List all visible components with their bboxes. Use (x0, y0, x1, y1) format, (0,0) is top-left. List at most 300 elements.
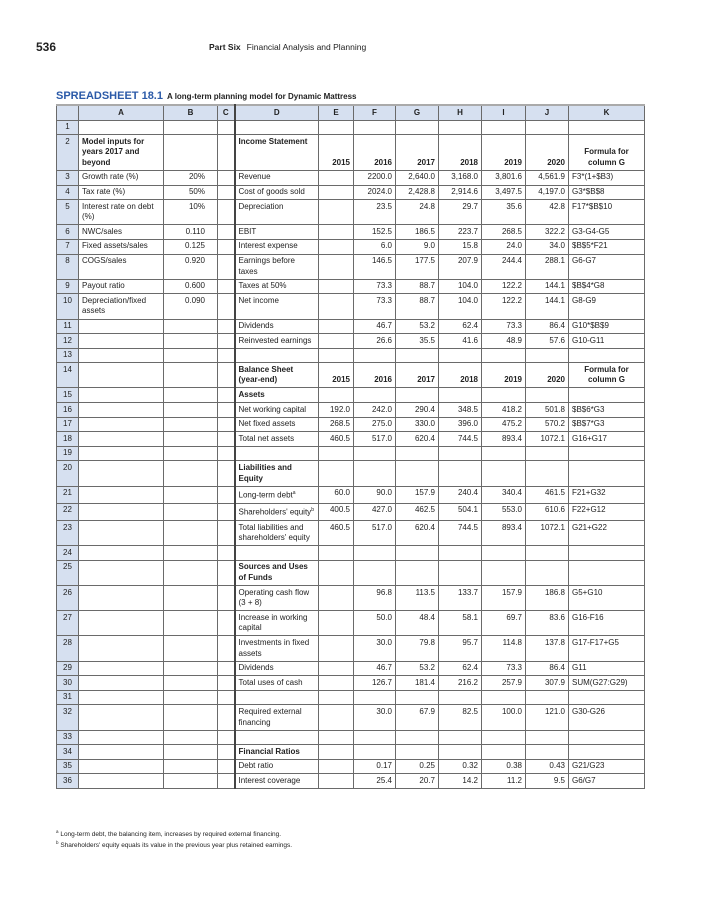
cell-e[interactable] (319, 348, 354, 363)
cell-c[interactable] (218, 334, 235, 349)
cell-i[interactable]: 244.4 (482, 254, 526, 279)
cell-f[interactable] (354, 348, 396, 363)
cell-c[interactable] (218, 774, 235, 789)
row-number[interactable]: 7 (57, 239, 79, 254)
cell-g[interactable]: 67.9 (396, 705, 439, 730)
cell-i[interactable]: 475.2 (482, 417, 526, 432)
cell-a[interactable]: Interest rate on debt (%) (79, 200, 164, 225)
cell-b[interactable]: 0.600 (164, 279, 218, 294)
cell-f[interactable] (354, 120, 396, 135)
cell-g[interactable] (396, 745, 439, 760)
cell-b[interactable]: 0.090 (164, 294, 218, 319)
cell-c[interactable] (218, 690, 235, 705)
cell-d[interactable]: Income Statement (235, 135, 319, 171)
cell-k-formula[interactable]: G21+G22 (569, 521, 645, 546)
cell-j[interactable]: 137.8 (526, 636, 569, 661)
cell-k-formula[interactable] (569, 546, 645, 561)
cell-a[interactable] (79, 730, 164, 745)
cell-g[interactable]: 2,428.8 (396, 185, 439, 200)
cell-e[interactable] (319, 254, 354, 279)
row-number[interactable]: 28 (57, 636, 79, 661)
row-number[interactable]: 16 (57, 403, 79, 418)
cell-h[interactable]: 504.1 (439, 503, 482, 520)
cell-k-formula[interactable]: $B$7*G3 (569, 417, 645, 432)
row-number[interactable]: 10 (57, 294, 79, 319)
cell-h[interactable] (439, 745, 482, 760)
cell-a[interactable]: Fixed assets/sales (79, 239, 164, 254)
cell-e[interactable] (319, 586, 354, 611)
cell-d[interactable]: Depreciation (235, 200, 319, 225)
cell-g[interactable] (396, 348, 439, 363)
cell-b[interactable]: 20% (164, 170, 218, 185)
cell-c[interactable] (218, 254, 235, 279)
cell-f[interactable]: 90.0 (354, 486, 396, 503)
cell-h[interactable]: 133.7 (439, 586, 482, 611)
cell-a[interactable] (79, 560, 164, 585)
row-number[interactable]: 11 (57, 319, 79, 334)
cell-c[interactable] (218, 185, 235, 200)
column-header-h[interactable]: H (439, 105, 482, 120)
cell-f[interactable]: 517.0 (354, 432, 396, 447)
cell-g[interactable]: 290.4 (396, 403, 439, 418)
cell-f[interactable]: 73.3 (354, 294, 396, 319)
cell-f[interactable]: 25.4 (354, 774, 396, 789)
cell-g[interactable]: 35.5 (396, 334, 439, 349)
cell-b[interactable] (164, 774, 218, 789)
cell-g[interactable] (396, 461, 439, 486)
cell-i[interactable] (482, 348, 526, 363)
cell-b[interactable] (164, 363, 218, 388)
cell-a[interactable]: Model inputs for years 2017 and beyond (79, 135, 164, 171)
cell-i[interactable]: 340.4 (482, 486, 526, 503)
column-header-f[interactable]: F (354, 105, 396, 120)
cell-i[interactable] (482, 560, 526, 585)
cell-h[interactable] (439, 348, 482, 363)
cell-f[interactable]: 46.7 (354, 661, 396, 676)
cell-e[interactable] (319, 319, 354, 334)
cell-g[interactable]: 462.5 (396, 503, 439, 520)
cell-e[interactable] (319, 120, 354, 135)
cell-b[interactable] (164, 388, 218, 403)
cell-j[interactable] (526, 745, 569, 760)
row-number[interactable]: 14 (57, 363, 79, 388)
cell-a[interactable]: COGS/sales (79, 254, 164, 279)
cell-i[interactable]: 2019 (482, 363, 526, 388)
cell-c[interactable] (218, 759, 235, 774)
cell-e[interactable] (319, 546, 354, 561)
cell-b[interactable] (164, 120, 218, 135)
cell-e[interactable] (319, 676, 354, 691)
cell-j[interactable]: 4,197.0 (526, 185, 569, 200)
cell-a[interactable] (79, 334, 164, 349)
row-number[interactable]: 21 (57, 486, 79, 503)
cell-k-formula[interactable] (569, 560, 645, 585)
cell-i[interactable]: 100.0 (482, 705, 526, 730)
cell-e[interactable] (319, 239, 354, 254)
row-number[interactable]: 20 (57, 461, 79, 486)
cell-a[interactable] (79, 705, 164, 730)
cell-a[interactable] (79, 120, 164, 135)
row-number[interactable]: 23 (57, 521, 79, 546)
cell-b[interactable] (164, 403, 218, 418)
cell-e[interactable] (319, 774, 354, 789)
cell-g[interactable]: 79.8 (396, 636, 439, 661)
cell-g[interactable]: 181.4 (396, 676, 439, 691)
row-number[interactable]: 29 (57, 661, 79, 676)
cell-d[interactable] (235, 503, 319, 520)
cell-c[interactable] (218, 417, 235, 432)
cell-e[interactable]: 60.0 (319, 486, 354, 503)
cell-k-formula[interactable] (569, 348, 645, 363)
cell-h[interactable]: 14.2 (439, 774, 482, 789)
cell-e[interactable]: 2015 (319, 363, 354, 388)
cell-e[interactable] (319, 560, 354, 585)
row-number[interactable]: 22 (57, 503, 79, 520)
cell-e[interactable] (319, 225, 354, 240)
cell-a[interactable] (79, 676, 164, 691)
cell-b[interactable] (164, 461, 218, 486)
cell-k-formula[interactable]: G3-G4-G5 (569, 225, 645, 240)
cell-k-formula[interactable] (569, 120, 645, 135)
cell-i[interactable]: 2019 (482, 135, 526, 171)
cell-c[interactable] (218, 503, 235, 520)
cell-c[interactable] (218, 432, 235, 447)
cell-a[interactable]: Tax rate (%) (79, 185, 164, 200)
cell-a[interactable] (79, 503, 164, 520)
cell-h[interactable]: 104.0 (439, 279, 482, 294)
cell-j[interactable]: 4,561.9 (526, 170, 569, 185)
cell-b[interactable]: 0.920 (164, 254, 218, 279)
cell-j[interactable] (526, 461, 569, 486)
cell-b[interactable] (164, 690, 218, 705)
cell-k-formula[interactable]: G21/G23 (569, 759, 645, 774)
cell-b[interactable] (164, 319, 218, 334)
cell-f[interactable]: 2024.0 (354, 185, 396, 200)
cell-j[interactable]: 86.4 (526, 319, 569, 334)
column-header-e[interactable]: E (319, 105, 354, 120)
cell-a[interactable] (79, 348, 164, 363)
cell-h[interactable] (439, 388, 482, 403)
cell-e[interactable] (319, 461, 354, 486)
cell-a[interactable] (79, 432, 164, 447)
cell-i[interactable] (482, 388, 526, 403)
cell-i[interactable]: 0.38 (482, 759, 526, 774)
cell-f[interactable]: 73.3 (354, 279, 396, 294)
cell-b[interactable] (164, 446, 218, 461)
cell-b[interactable] (164, 334, 218, 349)
cell-j[interactable] (526, 690, 569, 705)
cell-c[interactable] (218, 676, 235, 691)
cell-k-formula[interactable]: G3*$B$8 (569, 185, 645, 200)
row-number[interactable]: 17 (57, 417, 79, 432)
cell-g[interactable]: 88.7 (396, 294, 439, 319)
cell-k-formula[interactable]: G17-F17+G5 (569, 636, 645, 661)
row-number[interactable]: 9 (57, 279, 79, 294)
column-header-a[interactable]: A (79, 105, 164, 120)
cell-j[interactable]: 1072.1 (526, 521, 569, 546)
cell-c[interactable] (218, 521, 235, 546)
cell-k-formula[interactable] (569, 690, 645, 705)
cell-d[interactable]: EBIT (235, 225, 319, 240)
cell-a[interactable] (79, 363, 164, 388)
row-number[interactable]: 30 (57, 676, 79, 691)
cell-b[interactable] (164, 486, 218, 503)
cell-a[interactable]: Depreciation/fixed assets (79, 294, 164, 319)
cell-g[interactable]: 2017 (396, 363, 439, 388)
cell-e[interactable] (319, 705, 354, 730)
cell-e[interactable] (319, 611, 354, 636)
cell-e[interactable] (319, 170, 354, 185)
cell-a[interactable]: NWC/sales (79, 225, 164, 240)
cell-j[interactable]: 121.0 (526, 705, 569, 730)
cell-d[interactable]: Increase in working capital (235, 611, 319, 636)
cell-c[interactable] (218, 279, 235, 294)
cell-d[interactable]: Net working capital (235, 403, 319, 418)
row-number[interactable]: 8 (57, 254, 79, 279)
cell-b[interactable] (164, 730, 218, 745)
cell-j[interactable]: 0.43 (526, 759, 569, 774)
cell-h[interactable]: 223.7 (439, 225, 482, 240)
cell-j[interactable]: 307.9 (526, 676, 569, 691)
cell-d[interactable]: Operating cash flow (3 + 8) (235, 586, 319, 611)
cell-c[interactable] (218, 348, 235, 363)
cell-b[interactable] (164, 611, 218, 636)
cell-c[interactable] (218, 200, 235, 225)
cell-b[interactable] (164, 759, 218, 774)
cell-k-formula[interactable]: SUM(G27:G29) (569, 676, 645, 691)
cell-c[interactable] (218, 611, 235, 636)
cell-h[interactable]: 0.32 (439, 759, 482, 774)
cell-d[interactable] (235, 446, 319, 461)
cell-d[interactable]: Taxes at 50% (235, 279, 319, 294)
cell-g[interactable]: 620.4 (396, 432, 439, 447)
cell-f[interactable]: 30.0 (354, 705, 396, 730)
cell-g[interactable]: 620.4 (396, 521, 439, 546)
cell-d[interactable] (235, 546, 319, 561)
cell-d[interactable]: Revenue (235, 170, 319, 185)
cell-i[interactable]: 24.0 (482, 239, 526, 254)
cell-j[interactable] (526, 730, 569, 745)
cell-i[interactable]: 11.2 (482, 774, 526, 789)
cell-j[interactable]: 86.4 (526, 661, 569, 676)
row-number[interactable]: 2 (57, 135, 79, 171)
cell-k-formula[interactable]: G10*$B$9 (569, 319, 645, 334)
cell-e[interactable]: 192.0 (319, 403, 354, 418)
row-number[interactable]: 6 (57, 225, 79, 240)
row-number[interactable]: 4 (57, 185, 79, 200)
cell-f[interactable]: 152.5 (354, 225, 396, 240)
cell-c[interactable] (218, 636, 235, 661)
cell-k-formula[interactable] (569, 461, 645, 486)
cell-f[interactable]: 23.5 (354, 200, 396, 225)
cell-b[interactable] (164, 636, 218, 661)
cell-d[interactable]: Total net assets (235, 432, 319, 447)
cell-j[interactable]: 2020 (526, 135, 569, 171)
cell-b[interactable] (164, 745, 218, 760)
cell-e[interactable] (319, 446, 354, 461)
cell-h[interactable]: 240.4 (439, 486, 482, 503)
cell-a[interactable]: Payout ratio (79, 279, 164, 294)
cell-g[interactable]: 88.7 (396, 279, 439, 294)
cell-f[interactable] (354, 446, 396, 461)
cell-j[interactable]: 9.5 (526, 774, 569, 789)
cell-d[interactable]: Balance Sheet (year-end) (235, 363, 319, 388)
cell-a[interactable] (79, 486, 164, 503)
cell-h[interactable]: 95.7 (439, 636, 482, 661)
cell-k-formula[interactable] (569, 388, 645, 403)
cell-b[interactable] (164, 586, 218, 611)
cell-h[interactable]: 58.1 (439, 611, 482, 636)
row-number[interactable]: 18 (57, 432, 79, 447)
cell-i[interactable] (482, 546, 526, 561)
cell-h[interactable]: 15.8 (439, 239, 482, 254)
cell-e[interactable]: 460.5 (319, 521, 354, 546)
cell-d[interactable]: Cost of goods sold (235, 185, 319, 200)
cell-e[interactable]: 400.5 (319, 503, 354, 520)
cell-b[interactable]: 50% (164, 185, 218, 200)
cell-g[interactable]: 48.4 (396, 611, 439, 636)
cell-f[interactable]: 2016 (354, 135, 396, 171)
cell-c[interactable] (218, 486, 235, 503)
row-number[interactable]: 35 (57, 759, 79, 774)
cell-h[interactable]: 348.5 (439, 403, 482, 418)
cell-c[interactable] (218, 461, 235, 486)
row-number[interactable]: 32 (57, 705, 79, 730)
cell-a[interactable] (79, 611, 164, 636)
cell-d[interactable]: Debt ratio (235, 759, 319, 774)
cell-g[interactable]: 24.8 (396, 200, 439, 225)
cell-f[interactable] (354, 546, 396, 561)
cell-d[interactable]: Liabilities and Equity (235, 461, 319, 486)
cell-h[interactable]: 207.9 (439, 254, 482, 279)
cell-d[interactable]: Dividends (235, 319, 319, 334)
cell-h[interactable]: 2018 (439, 363, 482, 388)
cell-i[interactable]: 157.9 (482, 586, 526, 611)
cell-h[interactable]: 744.5 (439, 432, 482, 447)
cell-k-formula[interactable]: $B$6*G3 (569, 403, 645, 418)
row-number[interactable]: 31 (57, 690, 79, 705)
cell-k-formula[interactable] (569, 730, 645, 745)
cell-c[interactable] (218, 225, 235, 240)
cell-j[interactable] (526, 120, 569, 135)
cell-i[interactable]: 122.2 (482, 279, 526, 294)
cell-b[interactable] (164, 546, 218, 561)
cell-a[interactable] (79, 521, 164, 546)
cell-a[interactable] (79, 774, 164, 789)
cell-a[interactable]: Growth rate (%) (79, 170, 164, 185)
cell-j[interactable]: 144.1 (526, 294, 569, 319)
cell-d[interactable]: Net fixed assets (235, 417, 319, 432)
cell-a[interactable] (79, 319, 164, 334)
cell-d[interactable]: Assets (235, 388, 319, 403)
cell-i[interactable]: 73.3 (482, 661, 526, 676)
cell-c[interactable] (218, 661, 235, 676)
cell-f[interactable] (354, 388, 396, 403)
cell-b[interactable] (164, 661, 218, 676)
row-number[interactable]: 36 (57, 774, 79, 789)
cell-a[interactable] (79, 690, 164, 705)
cell-j[interactable]: 2020 (526, 363, 569, 388)
cell-h[interactable]: 104.0 (439, 294, 482, 319)
cell-e[interactable] (319, 759, 354, 774)
cell-a[interactable] (79, 546, 164, 561)
cell-g[interactable] (396, 730, 439, 745)
cell-d[interactable]: Required external financing (235, 705, 319, 730)
cell-j[interactable]: 83.6 (526, 611, 569, 636)
cell-h[interactable] (439, 690, 482, 705)
cell-h[interactable]: 82.5 (439, 705, 482, 730)
cell-c[interactable] (218, 403, 235, 418)
cell-g[interactable] (396, 446, 439, 461)
cell-b[interactable]: 0.110 (164, 225, 218, 240)
cell-e[interactable] (319, 388, 354, 403)
column-header-i[interactable]: I (482, 105, 526, 120)
cell-i[interactable] (482, 461, 526, 486)
cell-c[interactable] (218, 586, 235, 611)
cell-i[interactable] (482, 446, 526, 461)
cell-i[interactable]: 553.0 (482, 503, 526, 520)
cell-f[interactable]: 126.7 (354, 676, 396, 691)
cell-c[interactable] (218, 730, 235, 745)
cell-j[interactable]: 461.5 (526, 486, 569, 503)
cell-j[interactable]: 1072.1 (526, 432, 569, 447)
cell-j[interactable]: 57.6 (526, 334, 569, 349)
cell-f[interactable] (354, 461, 396, 486)
cell-k-formula[interactable]: G16+G17 (569, 432, 645, 447)
column-header-d[interactable]: D (235, 105, 319, 120)
row-number[interactable]: 15 (57, 388, 79, 403)
cell-i[interactable] (482, 120, 526, 135)
cell-j[interactable]: 322.2 (526, 225, 569, 240)
cell-f[interactable]: 146.5 (354, 254, 396, 279)
cell-j[interactable] (526, 560, 569, 585)
cell-b[interactable]: 0.125 (164, 239, 218, 254)
cell-i[interactable] (482, 730, 526, 745)
cell-d[interactable]: Interest coverage (235, 774, 319, 789)
cell-k-formula[interactable]: F17*$B$10 (569, 200, 645, 225)
cell-j[interactable]: 610.6 (526, 503, 569, 520)
cell-h[interactable] (439, 446, 482, 461)
cell-b[interactable] (164, 705, 218, 730)
cell-f[interactable]: 517.0 (354, 521, 396, 546)
cell-b[interactable] (164, 348, 218, 363)
cell-d[interactable] (235, 348, 319, 363)
cell-g[interactable]: 0.25 (396, 759, 439, 774)
cell-f[interactable]: 2200.0 (354, 170, 396, 185)
cell-f[interactable] (354, 690, 396, 705)
cell-k-formula[interactable]: $B$5*F21 (569, 239, 645, 254)
cell-i[interactable] (482, 690, 526, 705)
cell-e[interactable] (319, 294, 354, 319)
cell-g[interactable]: 113.5 (396, 586, 439, 611)
cell-a[interactable] (79, 586, 164, 611)
cell-d[interactable]: Total uses of cash (235, 676, 319, 691)
cell-f[interactable] (354, 560, 396, 585)
cell-a[interactable] (79, 461, 164, 486)
cell-k-formula[interactable] (569, 745, 645, 760)
cell-a[interactable] (79, 446, 164, 461)
cell-k-formula[interactable]: G10-G11 (569, 334, 645, 349)
row-number[interactable]: 12 (57, 334, 79, 349)
cell-h[interactable]: 29.7 (439, 200, 482, 225)
cell-k-formula[interactable]: G8-G9 (569, 294, 645, 319)
cell-e[interactable]: 2015 (319, 135, 354, 171)
cell-h[interactable]: 2,914.6 (439, 185, 482, 200)
cell-i[interactable]: 893.4 (482, 521, 526, 546)
cell-g[interactable]: 157.9 (396, 486, 439, 503)
cell-g[interactable] (396, 560, 439, 585)
row-number[interactable]: 25 (57, 560, 79, 585)
